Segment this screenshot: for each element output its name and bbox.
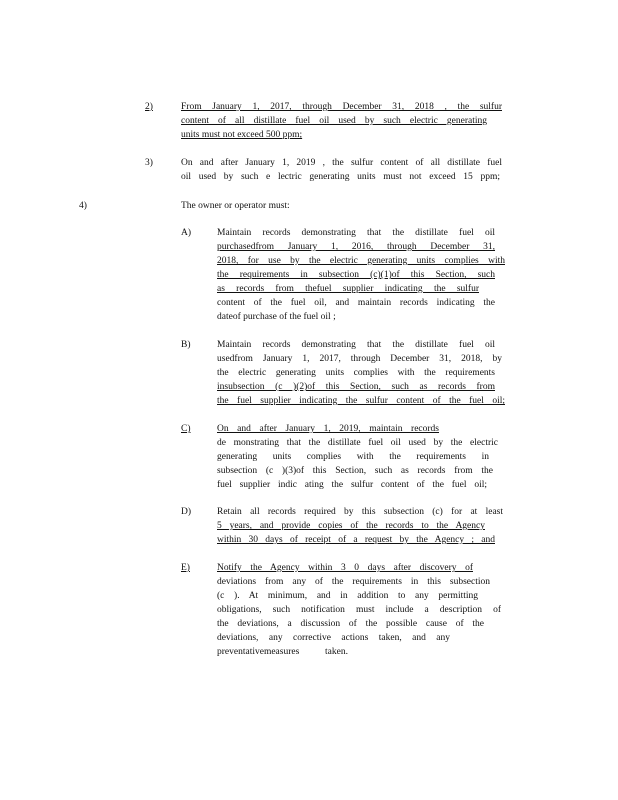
subitem-c-line: On and after January 1, 2019, maintain records [217,424,439,434]
subitem-a-text [217,226,505,324]
subitem-e-text [217,561,501,659]
subitem-a-line: 2018, for use by the electric generating units complies with [217,256,505,266]
subitem-c-text [217,422,498,492]
subitem-d-text [217,505,503,547]
subitem-letter-b: B) [181,340,191,350]
subitem-b-line: the fuel supplier indicating the sulfur content of the fuel oil; [217,396,505,406]
subitem-a-line: dateof purchase of the fuel oil ; [217,312,336,322]
item-3-text [181,156,502,184]
subitem-c-line: de monstrating that the distillate fuel oil used by the electric [217,438,498,448]
subitem-a-line: Maintain records demonstrating that the distillate fuel oil [217,228,495,238]
subitem-d-line: within 30 days of receipt of a request by the Agency ; and [217,535,495,545]
subitem-c-line: subsection (c )(3)of this Section, such as records from the [217,466,493,476]
subitem-b-text [217,338,505,408]
subitem-e-line: preventativemeasures taken. [217,647,348,657]
item-number-2: 2) [145,102,153,112]
item-3-line: On and after January 1, 2019 , the sulfur content of all distillate fuel [181,158,502,168]
item-2-text [181,100,502,142]
subitem-e-line: (c ). At minimum, and in addition to any permitting [217,591,478,601]
subitem-a-line: content of the fuel oil, and maintain records indicating the [217,298,495,308]
item-4-text [181,199,502,213]
subitem-a-line: purchasedfrom January 1, 2016, through December 31, [217,242,495,252]
subitem-a-line: as records from thefuel supplier indicating the sulfur [217,284,479,294]
item-2-line: From January 1, 2017, through December 31, 2018 , the sulfur [181,102,502,112]
item-2-line: units must not exceed 500 ppm; [181,130,303,140]
item-2-line: content of all distillate fuel oil used by such electric generating [181,116,487,126]
subitem-e-line: obligations, such notification must include a description of [217,605,501,615]
subitem-letter-c: C) [181,424,191,434]
subitem-c-line: generating units complies with the requirements in [217,452,489,462]
item-3-line: oil used by such e lectric generating units must not exceed 15 ppm; [181,172,500,182]
item-number-3: 3) [145,158,153,168]
subitem-b-line: the electric generating units complies with the requirements [217,368,495,378]
subitem-e-line: Notify the Agency within 3 0 days after discovery of [217,563,473,573]
subitem-letter-e: E) [181,563,190,573]
subitem-letter-d: D) [181,507,192,517]
subitem-a-line: the requirements in subsection (c)(1)of this Section, such [217,270,495,280]
subitem-c-line: fuel supplier indic ating the sulfur content of the fuel oil; [217,480,487,490]
subitem-e-line: the deviations, a discussion of the possible cause of the [217,619,484,629]
subitem-b-line: Maintain records demonstrating that the distillate fuel oil [217,340,495,350]
subitem-d-line: 5 years, and provide copies of the records to the Agency [217,521,485,531]
subitem-letter-a: A) [181,228,192,238]
subitem-b-line: usedfrom January 1, 2017, through December 31, 2018, by [217,354,502,364]
subitem-b-line: insubsection (c )(2)of this Section, such as records from [217,382,495,392]
item-number-4: 4) [79,201,87,211]
subitem-d-line: Retain all records required by this subsection (c) for at least [217,507,503,517]
subitem-e-line: deviations, any corrective actions taken, and any [217,633,450,643]
item-4-line: The owner or operator must: [181,201,290,211]
subitem-e-line: deviations from any of the requirements in this subsection [217,577,490,587]
